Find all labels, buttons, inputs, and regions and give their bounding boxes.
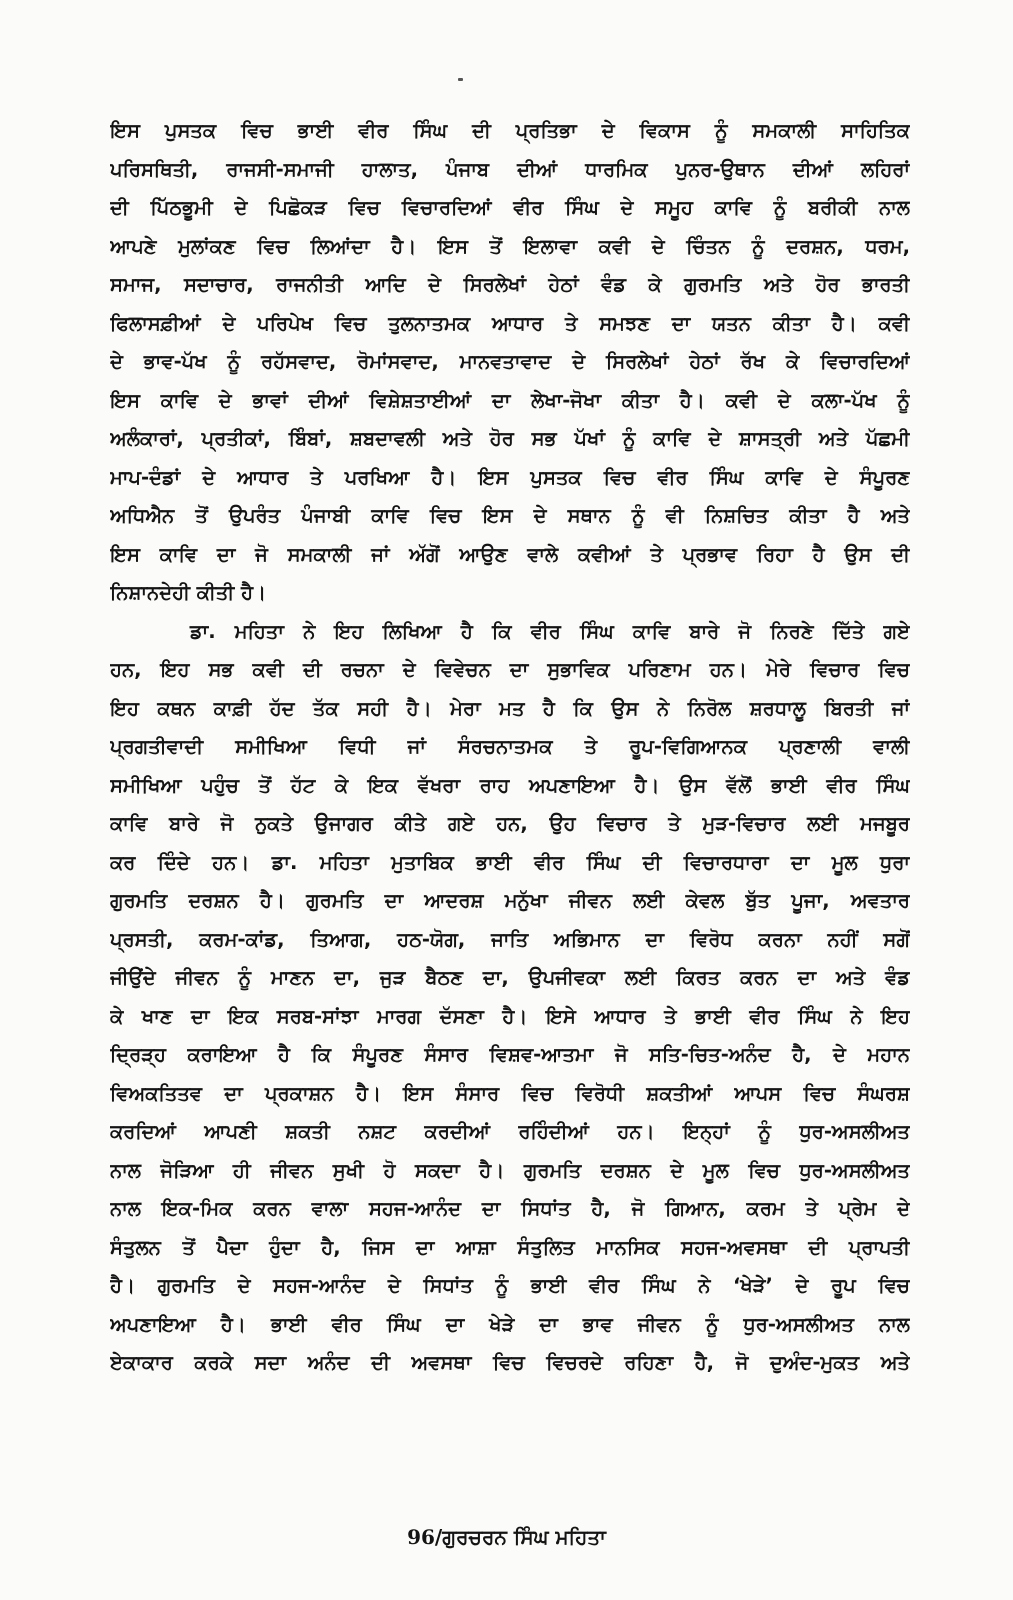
text-line: ਕਰ ਦਿੰਦੇ ਹਨ। ਡਾ. ਮਹਿਤਾ ਮੁਤਾਬਿਕ ਭਾਈ ਵੀਰ ਸਿੰਘ ਦੀ ਵਿਚਾਰਧਾਰਾ ਦਾ ਮੂਲ ਧੁਰਾ — [110, 850, 910, 874]
text-line: ਆਪਣੇ ਮੁਲਾਂਕਣ ਵਿਚ ਲਿਆਂਦਾ ਹੈ। ਇਸ ਤੋਂ ਇਲਾਵਾ ਕਵੀ ਦੇ ਚਿੰਤਨ ਨੂੰ ਦਰਸ਼ਨ, ਧਰਮ, — [110, 234, 910, 258]
text-line: ਦੀ ਪਿੱਠਭੂਮੀ ਦੇ ਪਿਛੋਕੜ ਵਿਚ ਵਿਚਾਰਦਿਆਂ ਵੀਰ ਸਿੰਘ ਦੇ ਸਮੂਹ ਕਾਵਿ ਨੂੰ ਬਰੀਕੀ ਨਾਲ — [110, 196, 910, 219]
text-line: ਨਾਲ ਇਕ-ਮਿਕ ਕਰਨ ਵਾਲਾ ਸਹਜ-ਆਨੰਦ ਦਾ ਸਿਧਾਂਤ ਹੈ, ਜੋ ਗਿਆਨ, ਕਰਮ ਤੇ ਪ੍ਰੇਮ ਦੇ — [110, 1197, 910, 1220]
text-line: ਇਸ ਕਾਵਿ ਦਾ ਜੋ ਸਮਕਾਲੀ ਜਾਂ ਅੱਗੋਂ ਆਉਣ ਵਾਲੇ ਕਵੀਆਂ ਤੇ ਪ੍ਰਭਾਵ ਰਿਹਾ ਹੈ ਉਸ ਦੀ — [110, 542, 910, 566]
text-line: ਇਸ ਕਾਵਿ ਦੇ ਭਾਵਾਂ ਦੀਆਂ ਵਿਸ਼ੇਸ਼ਤਾਈਆਂ ਦਾ ਲੇਖਾ-ਜੋਖਾ ਕੀਤਾ ਹੈ। ਕਵੀ ਦੇ ਕਲਾ-ਪੱਖ ਨੂੰ — [110, 388, 910, 412]
text-line: ਅਲੰਕਾਰਾਂ, ਪ੍ਰਤੀਕਾਂ, ਬਿੰਬਾਂ, ਸ਼ਬਦਾਵਲੀ ਅਤੇ ਹੋਰ ਸਭ ਪੱਖਾਂ ਨੂੰ ਕਾਵਿ ਦੇ ਸ਼ਾਸਤ੍ਰੀ ਅਤੇ ਪੱਛਮੀ — [110, 427, 910, 450]
text-line: ਕਰਦਿਆਂ ਆਪਣੀ ਸ਼ਕਤੀ ਨਸ਼ਟ ਕਰਦੀਆਂ ਰਹਿੰਦੀਆਂ ਹਨ। ਇਨ੍ਹਾਂ ਨੂੰ ਧੁਰ-ਅਸਲੀਅਤ — [110, 1120, 910, 1143]
text-line: ਪ੍ਰਗਤੀਵਾਦੀ ਸਮੀਖਿਆ ਵਿਧੀ ਜਾਂ ਸੰਰਚਨਾਤਮਕ ਤੇ ਰੂਪ-ਵਿਗਿਆਨਕ ਪ੍ਰਣਾਲੀ ਵਾਲੀ — [110, 735, 910, 758]
text-line: ਸਮਾਜ, ਸਦਾਚਾਰ, ਰਾਜਨੀਤੀ ਆਦਿ ਦੇ ਸਿਰਲੇਖਾਂ ਹੇਠਾਂ ਵੰਡ ਕੇ ਗੁਰਮਤਿ ਅਤੇ ਹੋਰ ਭਾਰਤੀ — [110, 273, 910, 296]
text-line: ਪਰਿਸਥਿਤੀ, ਰਾਜਸੀ-ਸਮਾਜੀ ਹਾਲਾਤ, ਪੰਜਾਬ ਦੀਆਂ ਧਾਰਮਿਕ ਪੁਨਰ-ਉਥਾਨ ਦੀਆਂ ਲਹਿਰਾਂ — [110, 157, 910, 181]
text-line: ਪ੍ਰਸਤੀ, ਕਰਮ-ਕਾਂਡ, ਤਿਆਗ, ਹਠ-ਯੋਗ, ਜਾਤਿ ਅਭਿਮਾਨ ਦਾ ਵਿਰੋਧ ਕਰਨਾ ਨਹੀਂ ਸਗੋਂ — [110, 927, 910, 951]
text-line: ਨਾਲ ਜੋੜਿਆ ਹੀ ਜੀਵਨ ਸੁਖੀ ਹੋ ਸਕਦਾ ਹੈ। ਗੁਰਮਤਿ ਦਰਸ਼ਨ ਦੇ ਮੂਲ ਵਿਚ ਧੁਰ-ਅਸਲੀਅਤ — [110, 1158, 910, 1182]
paragraph-2 — [110, 613, 910, 1383]
text-line: ਮਾਪ-ਦੰਡਾਂ ਦੇ ਆਧਾਰ ਤੇ ਪਰਖਿਆ ਹੈ। ਇਸ ਪੁਸਤਕ ਵਿਚ ਵੀਰ ਸਿੰਘ ਕਾਵਿ ਦੇ ਸੰਪੂਰਣ — [110, 465, 910, 489]
text-line: ਫਿਲਾਸਫ਼ੀਆਂ ਦੇ ਪਰਿਪੇਖ ਵਿਚ ਤੁਲਨਾਤਮਕ ਆਧਾਰ ਤੇ ਸਮਝਣ ਦਾ ਯਤਨ ਕੀਤਾ ਹੈ। ਕਵੀ — [110, 311, 910, 335]
text-line: ਜੀਉਂਦੇ ਜੀਵਨ ਨੂੰ ਮਾਣਨ ਦਾ, ਜੁੜ ਬੈਠਣ ਦਾ, ਉਪਜੀਵਕਾ ਲਈ ਕਿਰਤ ਕਰਨ ਦਾ ਅਤੇ ਵੰਡ — [110, 966, 910, 989]
page-number: 96 — [407, 1525, 435, 1549]
page-footer — [0, 1525, 1013, 1549]
text-line: ਇਸ ਪੁਸਤਕ ਵਿਚ ਭਾਈ ਵੀਰ ਸਿੰਘ ਦੀ ਪ੍ਰਤਿਭਾ ਦੇ ਵਿਕਾਸ ਨੂੰ ਸਮਕਾਲੀ ਸਾਹਿਤਿਕ — [110, 119, 910, 142]
text-line: ਏਕਾਕਾਰ ਕਰਕੇ ਸਦਾ ਅਨੰਦ ਦੀ ਅਵਸਥਾ ਵਿਚ ਵਿਚਰਦੇ ਰਹਿਣਾ ਹੈ, ਜੋ ਦੁਅੰਦ-ਮੁਕਤ ਅਤੇ — [110, 1351, 910, 1374]
text-line: ਡਾ. ਮਹਿਤਾ ਨੇ ਇਹ ਲਿਖਿਆ ਹੈ ਕਿ ਵੀਰ ਸਿੰਘ ਕਾਵਿ ਬਾਰੇ ਜੋ ਨਿਰਣੇ ਦਿੱਤੇ ਗਏ — [190, 619, 910, 643]
body-text — [110, 112, 910, 1383]
text-line: ਅਪਣਾਇਆ ਹੈ। ਭਾਈ ਵੀਰ ਸਿੰਘ ਦਾ ਖੇੜੇ ਦਾ ਭਾਵ ਜੀਵਨ ਨੂੰ ਧੁਰ-ਅਸਲੀਅਤ ਨਾਲ — [110, 1312, 910, 1336]
footer-separator: / — [434, 1525, 443, 1549]
footer-author: ਗੁਰਚਰਨ ਸਿੰਘ ਮਹਿਤਾ — [442, 1525, 606, 1549]
scan-speck — [458, 78, 463, 81]
text-line: ਹੈ। ਗੁਰਮਤਿ ਦੇ ਸਹਜ-ਆਨੰਦ ਦੇ ਸਿਧਾਂਤ ਨੂੰ ਭਾਈ ਵੀਰ ਸਿੰਘ ਨੇ ‘ਖੇੜੇ’ ਦੇ ਰੂਪ ਵਿਚ — [110, 1274, 910, 1297]
text-line: ਸੰਤੁਲਨ ਤੋਂ ਪੈਦਾ ਹੁੰਦਾ ਹੈ, ਜਿਸ ਦਾ ਆਸ਼ਾ ਸੰਤੁਲਿਤ ਮਾਨਸਿਕ ਸਹਜ-ਅਵਸਥਾ ਦੀ ਪ੍ਰਾਪਤੀ — [110, 1235, 910, 1259]
text-line: ਕੇ ਖਾਣ ਦਾ ਇਕ ਸਰਬ-ਸਾਂਝਾ ਮਾਰਗ ਦੱਸਣਾ ਹੈ। ਇਸੇ ਆਧਾਰ ਤੇ ਭਾਈ ਵੀਰ ਸਿੰਘ ਨੇ ਇਹ — [110, 1004, 910, 1028]
text-line: ਕਾਵਿ ਬਾਰੇ ਜੋ ਨੁਕਤੇ ਉਜਾਗਰ ਕੀਤੇ ਗਏ ਹਨ, ਉਹ ਵਿਚਾਰ ਤੇ ਮੁੜ-ਵਿਚਾਰ ਲਈ ਮਜਬੂਰ — [110, 812, 910, 835]
text-line: ਨਿਸ਼ਾਨਦੇਹੀ ਕੀਤੀ ਹੈ। — [110, 581, 267, 604]
paragraph-1 — [110, 112, 910, 613]
text-line: ਦ੍ਰਿੜ੍ਹ ਕਰਾਇਆ ਹੈ ਕਿ ਸੰਪੂਰਣ ਸੰਸਾਰ ਵਿਸ਼ਵ-ਆਤਮਾ ਜੋ ਸਤਿ-ਚਿਤ-ਅਨੰਦ ਹੈ, ਦੇ ਮਹਾਨ — [110, 1043, 910, 1066]
text-line: ਹਨ, ਇਹ ਸਭ ਕਵੀ ਦੀ ਰਚਨਾ ਦੇ ਵਿਵੇਚਨ ਦਾ ਸੁਭਾਵਿਕ ਪਰਿਣਾਮ ਹਨ। ਮੇਰੇ ਵਿਚਾਰ ਵਿਚ — [110, 658, 910, 681]
text-line: ਦੇ ਭਾਵ-ਪੱਖ ਨੂੰ ਰਹੱਸਵਾਦ, ਰੋਮਾਂਸਵਾਦ, ਮਾਨਵਤਾਵਾਦ ਦੇ ਸਿਰਲੇਖਾਂ ਹੇਠਾਂ ਰੱਖ ਕੇ ਵਿਚਾਰਦਿਆਂ — [110, 350, 910, 373]
text-line: ਵਿਅਕਤਿਤਵ ਦਾ ਪ੍ਰਕਾਸ਼ਨ ਹੈ। ਇਸ ਸੰਸਾਰ ਵਿਚ ਵਿਰੋਧੀ ਸ਼ਕਤੀਆਂ ਆਪਸ ਵਿਚ ਸੰਘਰਸ਼ — [110, 1081, 910, 1105]
text-line: ਸਮੀਖਿਆ ਪਹੁੰਚ ਤੋਂ ਹੱਟ ਕੇ ਇਕ ਵੱਖਰਾ ਰਾਹ ਅਪਣਾਇਆ ਹੈ। ਉਸ ਵੱਲੋਂ ਭਾਈ ਵੀਰ ਸਿੰਘ — [110, 773, 910, 797]
text-line: ਇਹ ਕਥਨ ਕਾਫ਼ੀ ਹੱਦ ਤੱਕ ਸਹੀ ਹੈ। ਮੇਰਾ ਮਤ ਹੈ ਕਿ ਉਸ ਨੇ ਨਿਰੋਲ ਸ਼ਰਧਾਲੂ ਬਿਰਤੀ ਜਾਂ — [110, 696, 910, 720]
text-line: ਗੁਰਮਤਿ ਦਰਸ਼ਨ ਹੈ। ਗੁਰਮਤਿ ਦਾ ਆਦਰਸ਼ ਮਨੁੱਖਾ ਜੀਵਨ ਲਈ ਕੇਵਲ ਬੁੱਤ ਪੂਜਾ, ਅਵਤਾਰ — [110, 889, 910, 912]
text-line: ਅਧਿਐਨ ਤੋਂ ਉਪਰੰਤ ਪੰਜਾਬੀ ਕਾਵਿ ਵਿਚ ਇਸ ਦੇ ਸਥਾਨ ਨੂੰ ਵੀ ਨਿਸ਼ਚਿਤ ਕੀਤਾ ਹੈ ਅਤੇ — [110, 504, 910, 527]
